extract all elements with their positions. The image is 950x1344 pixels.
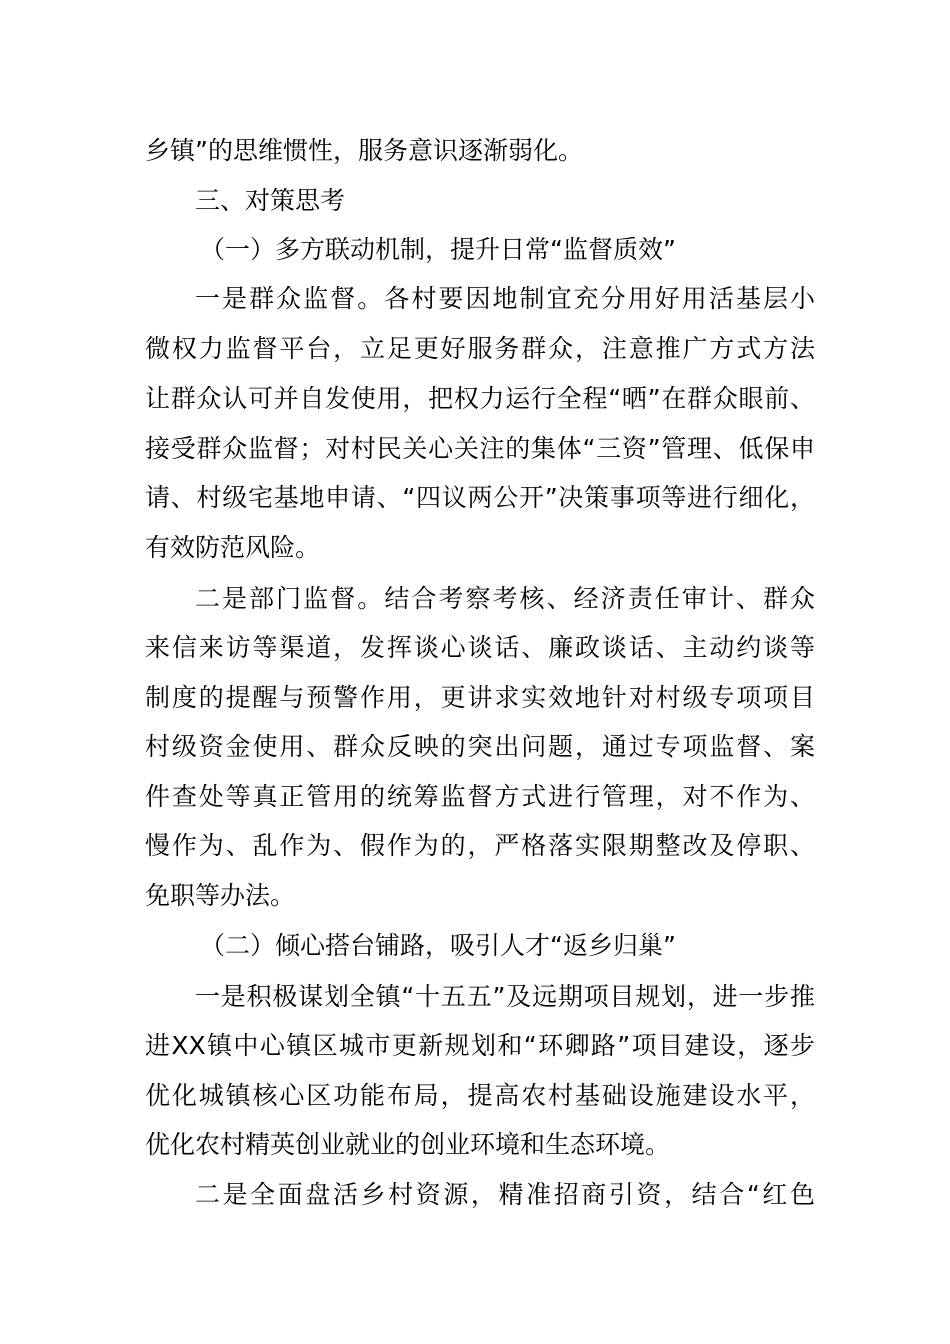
subsection-heading: （二）倾心搭台铺路，吸引人才“返乡归巢” <box>200 931 676 960</box>
paragraph-line: 进XX镇中心镇区城市更新规划和“环卿路”项目建设，逐步 <box>145 1031 815 1060</box>
paragraph-line: 一是群众监督。各村要因地制宜充分用好用活基层小 <box>195 284 815 313</box>
paragraph-line: 来信来访等渠道，发挥谈心谈话、廉政谈话、主动约谈等 <box>145 633 815 662</box>
paragraph-line: 接受群众监督；对村民关心关注的集体“三资”管理、低保申 <box>145 434 815 463</box>
paragraph-line: 制度的提醒与预警作用，更讲求实效地针对村级专项项目 <box>145 683 815 712</box>
paragraph-line: 件查处等真正管用的统筹监督方式进行管理，对不作为、 <box>145 782 815 811</box>
paragraph-line: 让群众认可并自发使用，把权力运行全程“晒”在群众眼前、 <box>145 384 815 413</box>
paragraph-line: 免职等办法。 <box>145 881 296 910</box>
paragraph-line: 二是全面盘活乡村资源，精准招商引资，结合“红色 <box>195 1180 815 1209</box>
paragraph-line: 微权力监督平台，立足更好服务群众，注意推广方式方法 <box>145 334 815 363</box>
paragraph-line: 有效防范风险。 <box>145 533 321 562</box>
paragraph-line: 村级资金使用、群众反映的突出问题，通过专项监督、案 <box>145 732 815 761</box>
paragraph-line: 二是部门监督。结合考察考核、经济责任审计、群众 <box>195 584 815 613</box>
paragraph-line: 优化城镇核心区功能布局，提高农村基础设施建设水平， <box>145 1081 815 1110</box>
section-heading: 三、对策思考 <box>195 186 346 215</box>
subsection-heading: （一）多方联动机制，提升日常“监督质效” <box>200 235 676 264</box>
paragraph-line: 一是积极谋划全镇“十五五”及远期项目规划，进一步推 <box>195 982 815 1011</box>
paragraph-line: 优化农村精英创业就业的创业环境和生态环境。 <box>145 1130 671 1159</box>
paragraph-line: 乡镇”的思维惯性，服务意识逐渐弱化。 <box>145 136 583 165</box>
paragraph-line: 请、村级宅基地申请、“四议两公开”决策事项等进行细化， <box>145 483 815 512</box>
paragraph-line: 慢作为、乱作为、假作为的，严格落实限期整改及停职、 <box>145 831 815 860</box>
